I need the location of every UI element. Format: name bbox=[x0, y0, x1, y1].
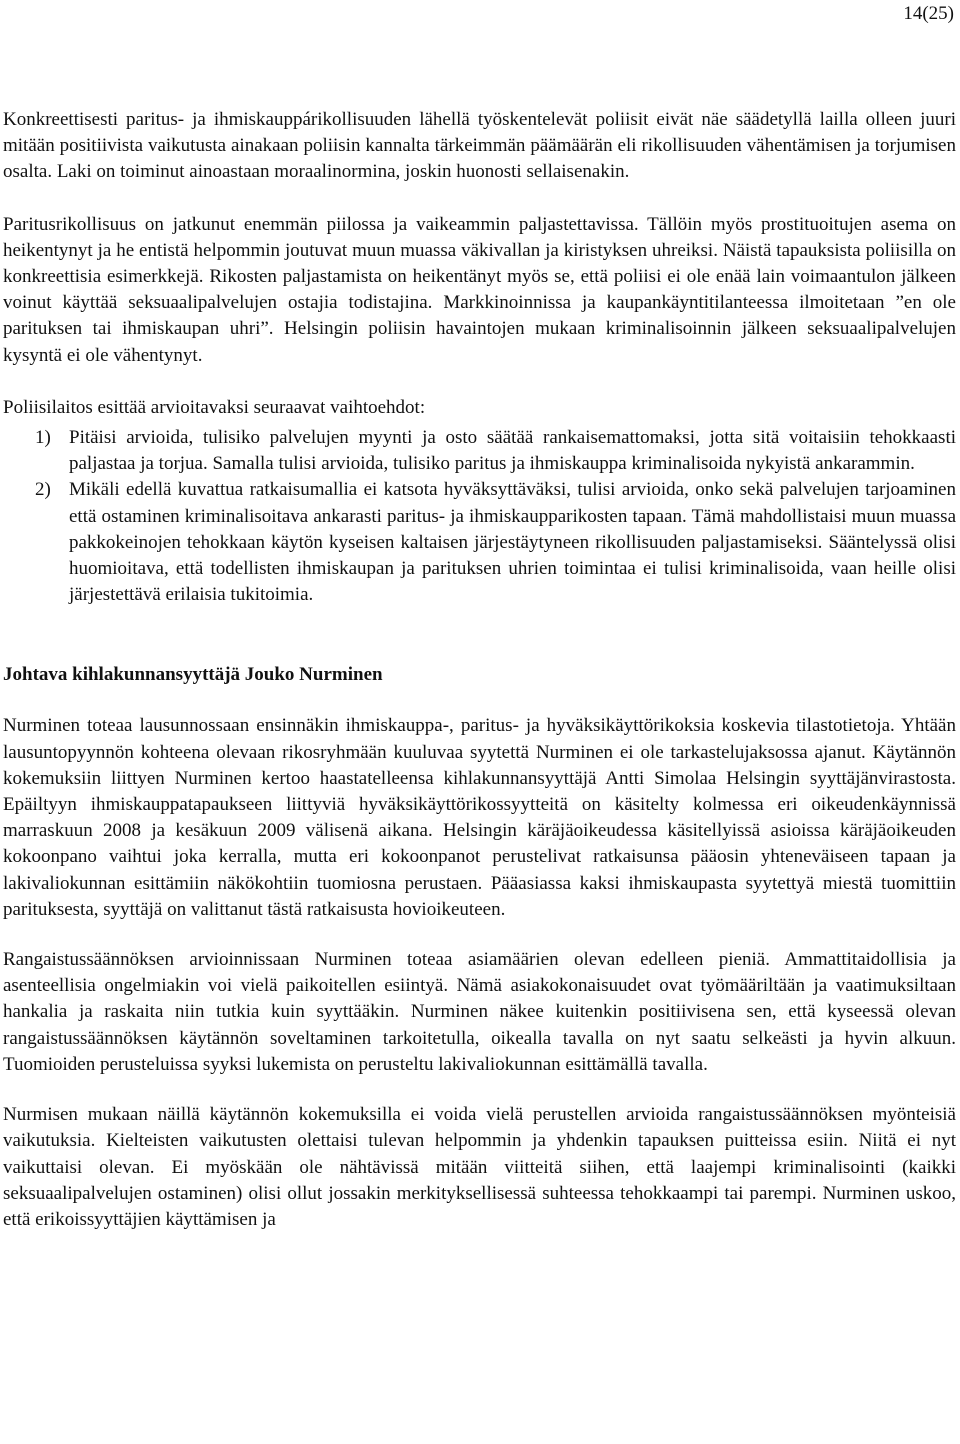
options-list bbox=[3, 425, 956, 608]
section-heading: Johtava kihlakunnansyyttäjä Jouko Nurminen bbox=[3, 664, 383, 686]
paragraph-nurminen-statistics: Nurminen toteaa lausunnossaan ensinnäkin ihmiskauppa-, paritus- ja hyväksikäyttörikoksia koskevia tilastotietoja. Yhtään lausuntopyynnön kohteena olevaan rikosryhmään kuuluvaa syytettä Nurminen ei ole tarkastelujaksossa ajanut. Käytännön kokemuksiin liittyen Nurminen kertoo haastatelleensa kihlakunnansyyttäjä Antti Simolaa Helsingin syyttäjänvirastosta. Epäiltyyn ihmiskauppatapaukseen liittyviä hyväksikäyttörikossyytteitä on käsitelty kolmessa eri oikeudenkäynnissä marraskuun 2008 ja kesäkuun 2009 välisenä aikana. Helsingin käräjäoikeudessa käsitellyissä asioissa käräjäoikeuden kokoonpano vaihtui joka kerralla, mutta eri kokoonpanot perustelivat ratkaisunsa pääosin yhteneväiseen tapaan ja lakivaliokunnan esittämiin näkökohtiin tuomiosna perustaen. Pääasiassa kaksi ihmiskaupasta syytettyä miestä tuomittiin parituksesta, syyttäjä on valittanut tästä ratkaisusta hovioikeuteen. bbox=[3, 715, 956, 920]
option-item bbox=[3, 425, 956, 477]
paragraph-effects-assessment: Nurmisen mukaan näillä käytännön kokemuksilla ei voida vielä perustellen arvioida rangaistussäännöksen myönteisiä vaikutuksia. Kielteisten vaikutusten olettaisi tulevan helpommin ja yhdenkin tapauksen puitteissa esiin. Niitä ei nyt vaikuttaisi olevan. Ei myöskään ole nähtävissä mitään viitteitä siihen, että laajempi kriminalisointi (kaikki seksuaalipalvelujen ostaminen) olisi ollut jossakin merkityksellisessä suhteessa tehokkaampi tai parempi. Nurminen uskoo, että erikoissyyttäjien käyttämisen ja bbox=[3, 1104, 956, 1230]
option-item bbox=[3, 477, 956, 608]
paragraph-penal-provision: Rangaistussäännöksen arvioinnissaan Nurminen toteaa asiamäärien olevan edelleen pieniä. Ammattitaidollisia ja asenteellisia ongelmiakin voi vielä paikoitellen esiintyä. Nämä asiakokonaisuudet ovat työmääriltään ja vaatimuksiltaan hankalia ja raskaita niin tutkia kuin syyttääkin. Nurminen näkee kuitenkin positiivisena sen, että kyseessä olevan rangaistussäännöksen käytännön soveltaminen tarkoitetulla, oikealla tavalla on nyt saatu selkeästi ja hyvin alkuun. Tuomioiden perusteluissa syyksi lukemista on perusteltu lakivaliokunnan esittämällä tavalla. bbox=[3, 949, 956, 1075]
options-intro: Poliisilaitos esittää arvioitavaksi seuraavat vaihtoehdot: bbox=[3, 396, 426, 418]
paragraph-pimping-hidden: Paritusrikollisuus on jatkunut enemmän piilossa ja vaikeammin paljastettavissa. Tällöin myös prostituoitujen asema on heikentynyt ja he entistä helpommin joutuvat muun muassa väkivallan ja kiristyksen uhreiksi. Näistä tapauksista poliisilla on konkreettisia esimerkkejä. Rikosten paljastamista on heikentänyt myös se, että poliisi ei ole enää lain voimaantulon jälkeen voinut käyttää seksuaalipalvelujen ostajia todistajina. Markkinoinnissa ja kaupankäyntitilanteessa ilmoitetaan ”en ole parituksen tai ihmiskaupan uhri”. Helsingin poliisin havaintojen mukaan kriminalisoinnin jälkeen seksuaalipalvelujen kysyntä ei ole vähentynyt. bbox=[3, 213, 956, 366]
option-number: 2) bbox=[35, 479, 51, 501]
option-text: Pitäisi arvioida, tulisiko palvelujen myynti ja osto säätää rankaisemattomaksi, jotta sitä voitaisiin tehokkaasti paljastaa ja torjua. Samalla tulisi arvioida, tulisiko paritus ja ihmiskauppa kriminalisoida nykyistä ankarammin. bbox=[69, 427, 956, 475]
option-number: 1) bbox=[35, 427, 51, 449]
option-text: Mikäli edellä kuvattua ratkaisumallia ei katsota hyväksyttäväksi, tulisi arvioida, onko sekä palvelujen tarjoaminen että ostaminen kriminalisoitava ankarasti paritus- ja ihmiskaupparikosten tapaan. Tämä mahdollistaisi muun muassa pakkokeinojen tehokkaan käytön kyseisen kaltaisen järjestäytyneen rikollisuuden paljastamiseksi. Sääntelyssä olisi huomioitava, että todellisten ihmiskaupan ja parituksen uhrien toimintaa ei tulisi kriminalisoida, vaan heille olisi järjestettävä erilaisia tukitoimia. bbox=[69, 479, 956, 606]
paragraph-concrete-effects: Konkreettisesti paritus- ja ihmiskauppárikollisuuden lähellä työskentelevät poliisit eivät näe säädetyllä lailla olleen juuri mitään positiivista vaikutusta ainakaan poliisin kannalta tärkeimmän päämäärän eli rikollisuuden vähentämisen ja torjumisen osalta. Laki on toiminut ainoastaan moraalinormina, joskin huonosti sellaisenakin. bbox=[3, 109, 956, 183]
document-body bbox=[3, 107, 956, 1233]
page-number: 14(25) bbox=[903, 3, 954, 24]
